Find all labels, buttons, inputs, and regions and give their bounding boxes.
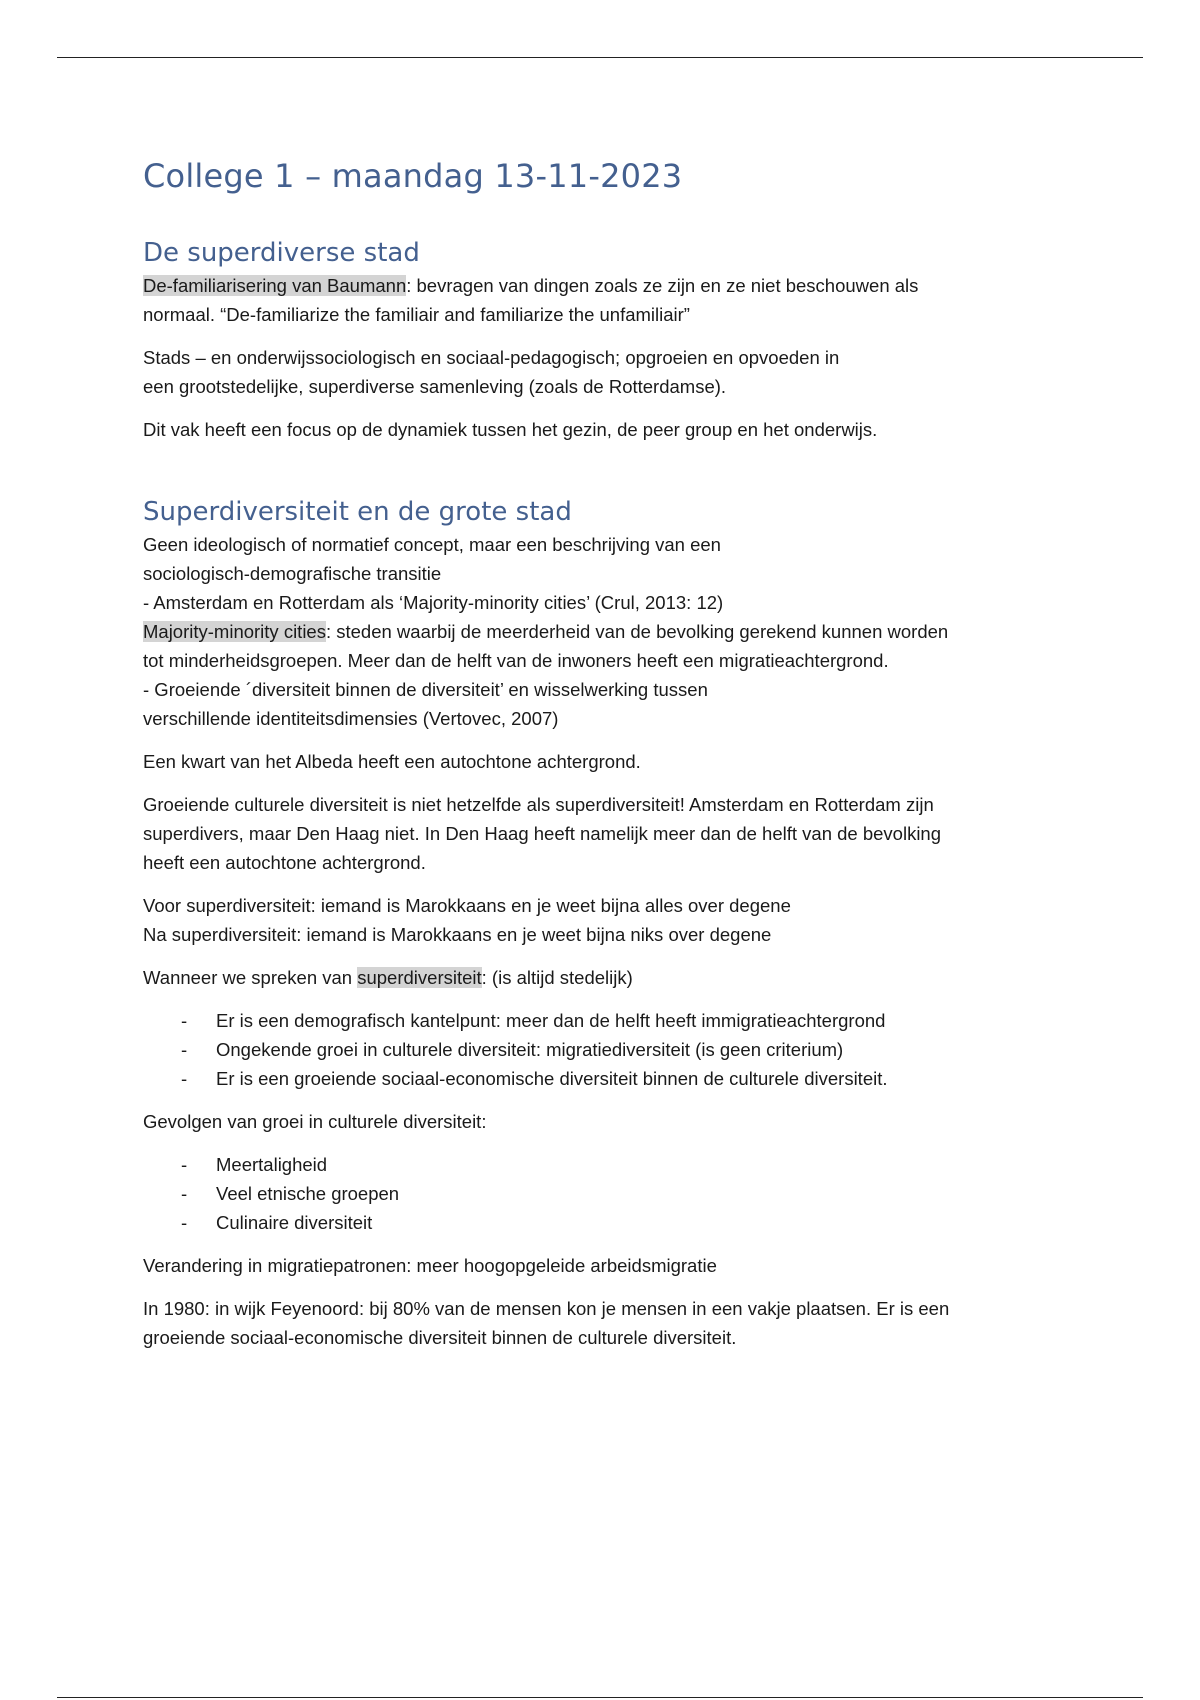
- text-line: : steden waarbij de meerderheid van de bevolking gerekend kunnen worden: [325, 620, 949, 642]
- dash-bullet: -: [181, 1153, 188, 1175]
- text-line: - Amsterdam en Rotterdam als ‘Majority-minority cities’ (Crul, 2013: 12): [143, 591, 724, 613]
- highlighted-term-superdiversiteit: superdiversiteit: [357, 966, 482, 988]
- dash-bullet: -: [181, 1038, 188, 1060]
- highlighted-term-majority-minority: Majority-minority cities: [143, 620, 326, 642]
- list-item: - Ongekende groei in culturele diversiteit: migratiediversiteit (is geen criterium): [143, 1035, 1063, 1064]
- list-item: - Veel etnische groepen: [143, 1179, 1063, 1208]
- dash-bullet: -: [181, 1182, 188, 1204]
- text-line: verschillende identiteitsdimensies (Vertovec, 2007): [143, 707, 559, 729]
- paragraph-wanneer: [143, 963, 1063, 992]
- text-line: heeft een autochtone achtergrond.: [143, 851, 426, 873]
- header-rule: [57, 57, 1143, 58]
- bullet-list-criteria: [143, 1006, 1063, 1093]
- paragraph-albeda: Een kwart van het Albeda heeft een autochtone achtergrond.: [143, 750, 641, 772]
- paragraph-feyenoord: [143, 1294, 1063, 1352]
- text-line: superdivers, maar Den Haag niet. In Den Haag heeft namelijk meer dan de helft van de bevolking: [143, 822, 942, 844]
- text-line: Voor superdiversiteit: iemand is Marokkaans en je weet bijna alles over degene: [143, 894, 791, 916]
- text-line: Geen ideologisch of normatief concept, maar een beschrijving van een: [143, 533, 721, 555]
- paragraph-concept: [143, 530, 1063, 733]
- list-item: - Er is een groeiende sociaal-economische diversiteit binnen de culturele diversiteit.: [143, 1064, 1063, 1093]
- document-page: [143, 158, 1063, 1366]
- paragraph-voor-na: [143, 891, 1063, 949]
- text-line: Wanneer we spreken van: [143, 966, 358, 988]
- text-line: Stads – en onderwijssociologisch en sociaal-pedagogisch; opgroeien en opvoeden in: [143, 346, 840, 368]
- highlighted-term-baumann: De-familiarisering van Baumann: [143, 274, 407, 296]
- text-line: : bevragen van dingen zoals ze zijn en ze niet beschouwen als: [406, 274, 919, 296]
- text-line: sociologisch-demografische transitie: [143, 562, 442, 584]
- list-item: - Culinaire diversiteit: [143, 1208, 1063, 1237]
- text-line: Groeiende culturele diversiteit is niet hetzelfde als superdiversiteit! Amsterdam en Rotterdam zijn: [143, 793, 934, 815]
- text-line: : (is altijd stedelijk): [481, 966, 633, 988]
- section-heading-superdiverse-stad: De superdiverse stad: [143, 237, 420, 268]
- paragraph-migratiepatronen: Verandering in migratiepatronen: meer hoogopgeleide arbeidsmigratie: [143, 1254, 717, 1276]
- section-heading-superdiversiteit: Superdiversiteit en de grote stad: [143, 496, 572, 527]
- bullet-list-gevolgen: [143, 1150, 1063, 1237]
- paragraph-focus: Dit vak heeft een focus op de dynamiek tussen het gezin, de peer group en het onderwijs.: [143, 418, 878, 440]
- text-line: tot minderheidsgroepen. Meer dan de helft van de inwoners heeft een migratieachtergrond.: [143, 649, 889, 671]
- footer-rule: [57, 1697, 1143, 1698]
- text-line: In 1980: in wijk Feyenoord: bij 80% van de mensen kon je mensen in een vakje plaatsen. Er is een: [143, 1297, 950, 1319]
- list-item: - Er is een demografisch kantelpunt: meer dan de helft heeft immigratieachtergrond: [143, 1006, 1063, 1035]
- dash-bullet: -: [181, 1211, 188, 1233]
- text-line: een grootstedelijke, superdiverse samenleving (zoals de Rotterdamse).: [143, 375, 727, 397]
- text-line: normaal. “De-familiarize the familiair and familiarize the unfamiliair”: [143, 303, 690, 325]
- paragraph-gevolgen: Gevolgen van groei in culturele diversiteit:: [143, 1110, 487, 1132]
- paragraph-culturele-diversiteit: [143, 790, 1063, 877]
- dash-bullet: -: [181, 1067, 188, 1089]
- list-item: - Meertaligheid: [143, 1150, 1063, 1179]
- text-line: Na superdiversiteit: iemand is Marokkaans en je weet bijna niks over degene: [143, 923, 772, 945]
- text-line: - Groeiende ´diversiteit binnen de diversiteit’ en wisselwerking tussen: [143, 678, 708, 700]
- page-title: College 1 – maandag 13-11-2023: [143, 157, 683, 195]
- paragraph-stads: [143, 343, 1063, 401]
- text-line: groeiende sociaal-economische diversiteit binnen de culturele diversiteit.: [143, 1326, 737, 1348]
- dash-bullet: -: [181, 1009, 188, 1031]
- paragraph-baumann: [143, 271, 1063, 329]
